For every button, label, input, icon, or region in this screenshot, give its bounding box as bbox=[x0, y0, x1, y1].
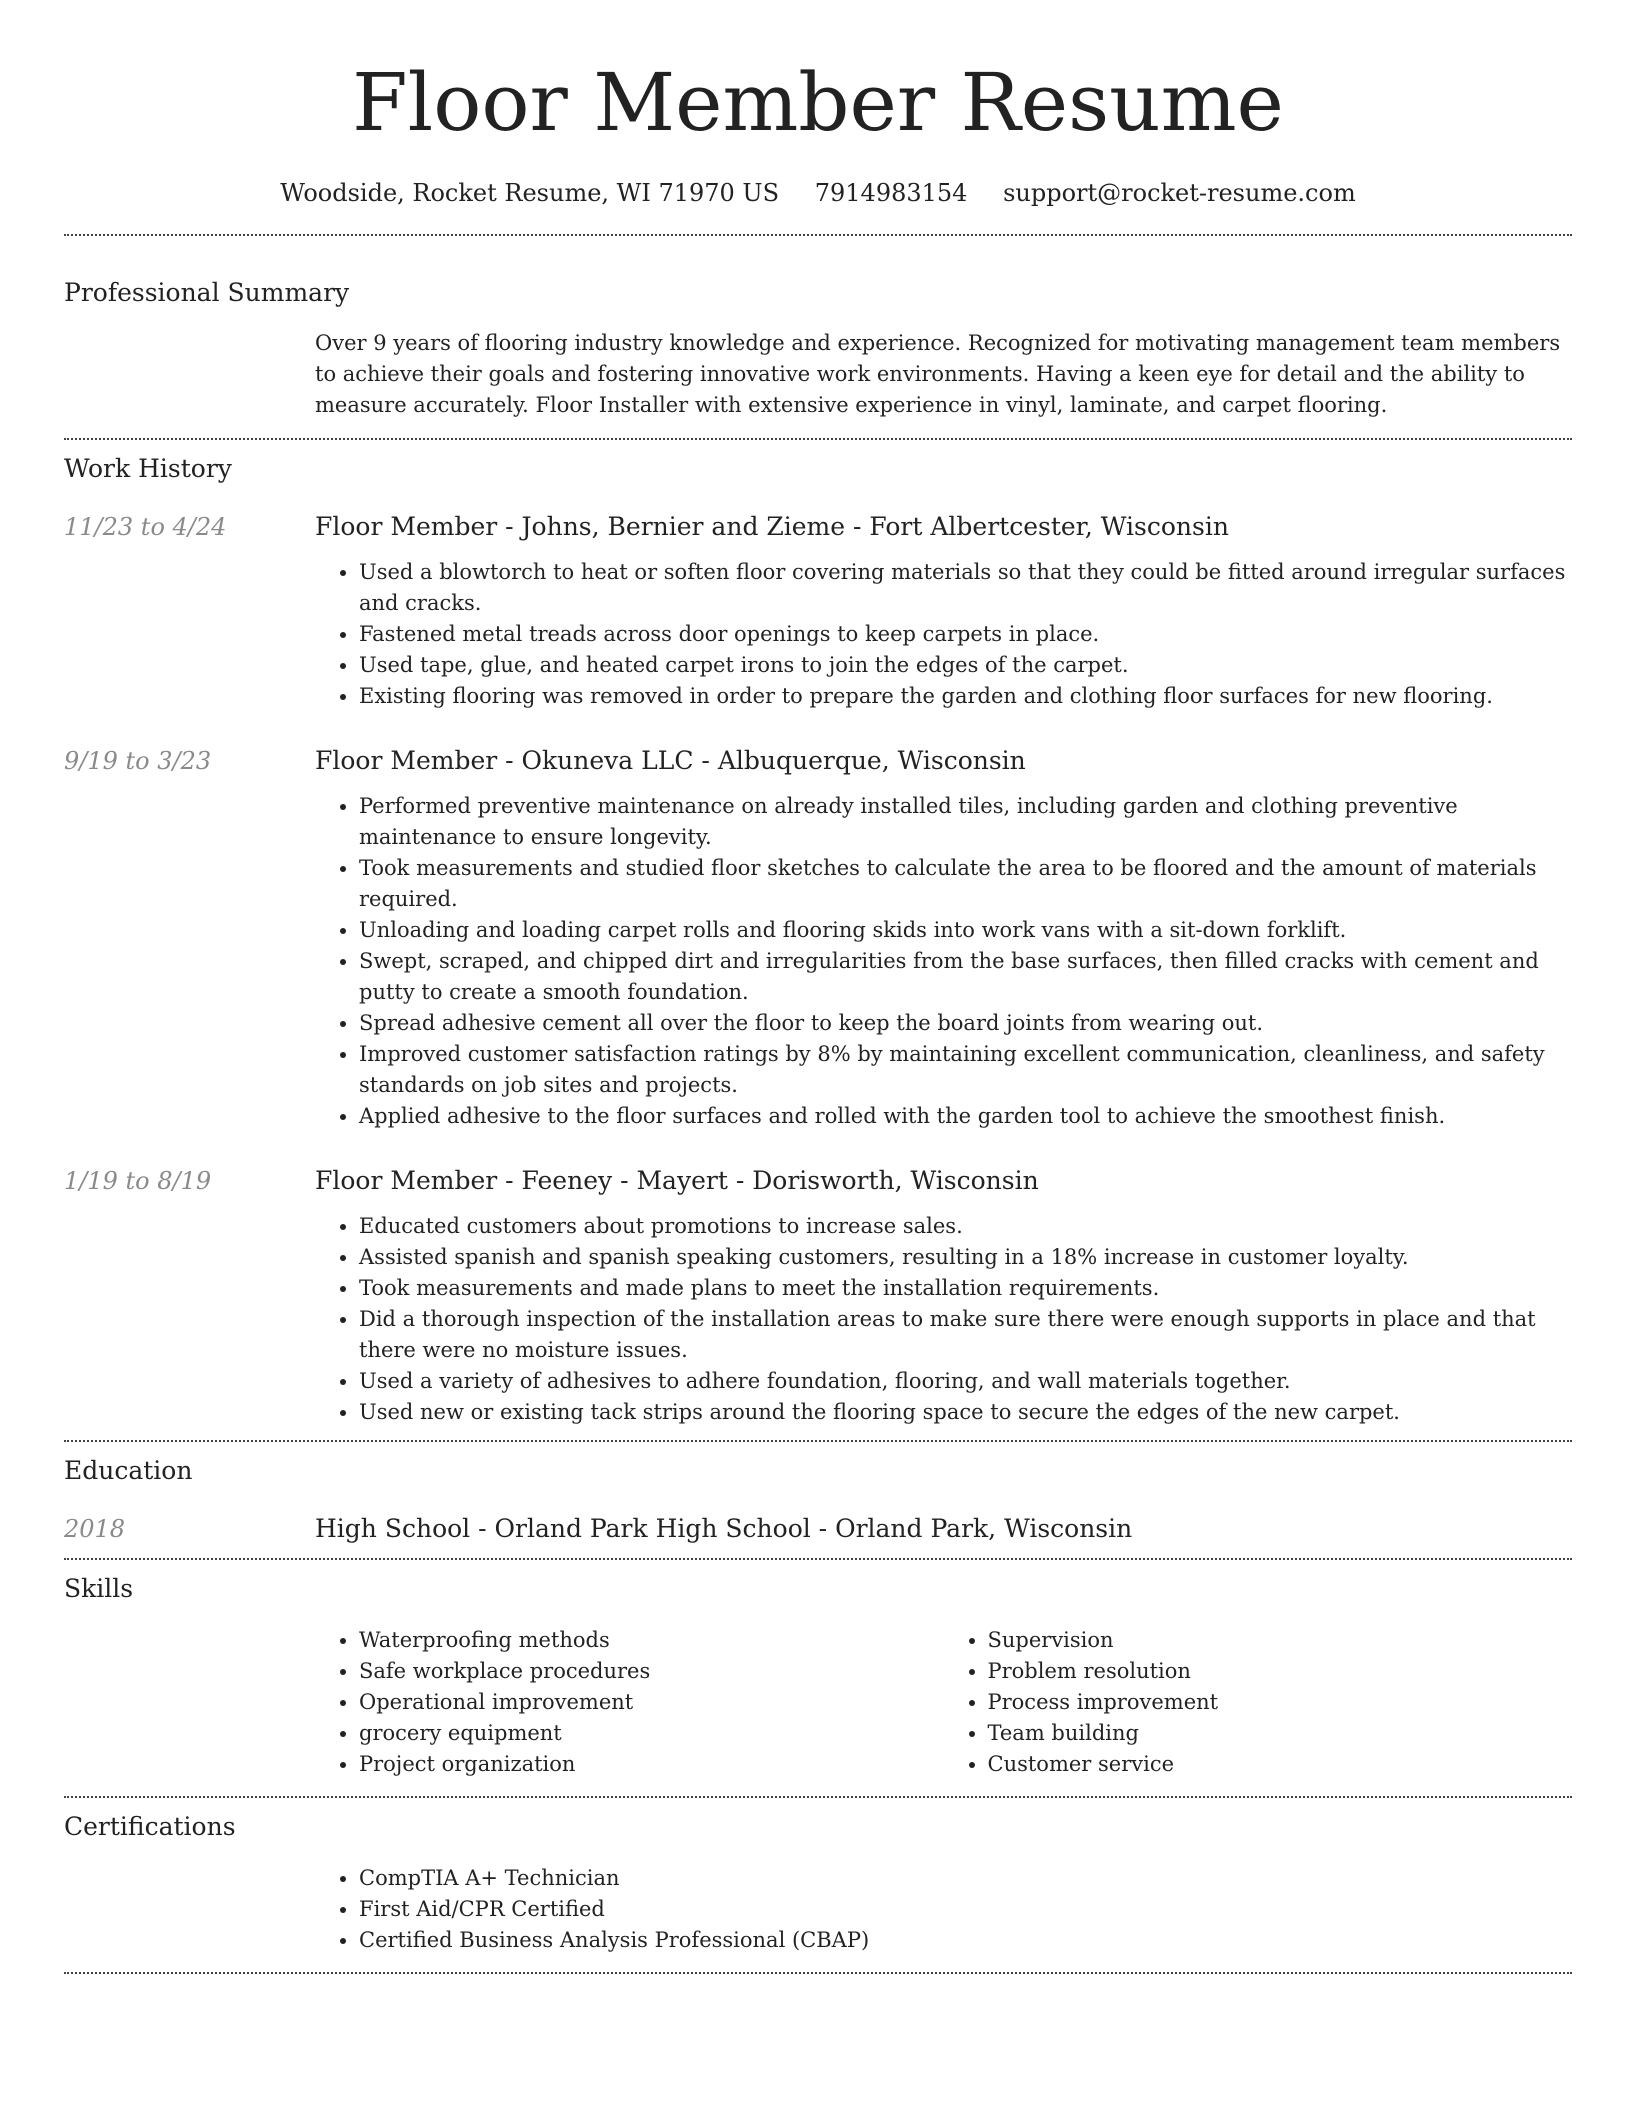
skills-list bbox=[315, 1625, 1572, 1780]
job-entry bbox=[64, 510, 1572, 712]
section-divider bbox=[64, 1440, 1572, 1442]
certifications-heading: Certifications bbox=[64, 1812, 236, 1841]
section-divider bbox=[64, 1796, 1572, 1798]
education-entry bbox=[64, 1512, 1572, 1546]
list-item: • Took measurements and made plans to meet the installation requirements. bbox=[359, 1273, 1572, 1304]
list-item: • Applied adhesive to the floor surfaces and rolled with the garden tool to achieve the smoothest finish. bbox=[359, 1101, 1572, 1132]
job-entry bbox=[64, 1164, 1572, 1428]
contact-phone: 7914983154 bbox=[814, 179, 968, 207]
list-item: • Unloading and loading carpet rolls and flooring skids into work vans with a sit-down forklift. bbox=[359, 915, 1572, 946]
list-item: • Project organization bbox=[359, 1749, 944, 1780]
job-bullets bbox=[315, 791, 1572, 1132]
education-date: 2018 bbox=[64, 1515, 126, 1543]
work-history-heading: Work History bbox=[64, 454, 232, 483]
list-item: • grocery equipment bbox=[359, 1718, 944, 1749]
contact-line bbox=[64, 176, 1572, 210]
list-item: • Customer service bbox=[988, 1749, 1573, 1780]
summary-text: Over 9 years of flooring industry knowledge and experience. Recognized for motivating management team members to achieve their goals and fostering innovative work environments. Having a keen eye for detail and the ability to measure accurately. Floor Installer with extensive experience in vinyl, laminate, and carpet flooring. bbox=[315, 331, 1561, 417]
summary-heading: Professional Summary bbox=[64, 278, 350, 307]
certifications-list bbox=[315, 1863, 1572, 1956]
skills-heading: Skills bbox=[64, 1574, 134, 1603]
contact-address: Woodside, Rocket Resume, WI 71970 US bbox=[280, 179, 780, 207]
list-item: • Used new or existing tack strips around the flooring space to secure the edges of the new carpet. bbox=[359, 1397, 1572, 1428]
list-item: • Used a blowtorch to heat or soften floor covering materials so that they could be fitted around irregular surfaces and cracks. bbox=[359, 557, 1572, 619]
list-item: • Took measurements and studied floor sketches to calculate the area to be floored and the amount of materials required. bbox=[359, 853, 1572, 915]
list-item: • Performed preventive maintenance on already installed tiles, including garden and clothing preventive maintenance to ensure longevity. bbox=[359, 791, 1572, 853]
job-bullets bbox=[315, 1211, 1572, 1428]
resume-page bbox=[64, 0, 1572, 1974]
job-title: Floor Member - Feeney - Mayert - Dorisworth, Wisconsin bbox=[315, 1166, 1039, 1195]
list-item: • Did a thorough inspection of the installation areas to make sure there were enough supports in place and that there were no moisture issues. bbox=[359, 1304, 1572, 1366]
section-divider bbox=[64, 234, 1572, 236]
list-item: • Improved customer satisfaction ratings by 8% by maintaining excellent communication, cleanliness, and safety standards on job sites and projects. bbox=[359, 1039, 1572, 1101]
list-item: • Used tape, glue, and heated carpet irons to join the edges of the carpet. bbox=[359, 650, 1572, 681]
list-item: • Process improvement bbox=[988, 1687, 1573, 1718]
list-item: • Supervision bbox=[988, 1625, 1573, 1656]
job-date: 9/19 to 3/23 bbox=[64, 747, 212, 775]
job-title: Floor Member - Johns, Bernier and Zieme - Fort Albertcester, Wisconsin bbox=[315, 512, 1229, 541]
list-item: • Assisted spanish and spanish speaking customers, resulting in a 18% increase in customer loyalty. bbox=[359, 1242, 1572, 1273]
list-item: • Team building bbox=[988, 1718, 1573, 1749]
section-divider bbox=[64, 1972, 1572, 1974]
list-item: • Existing flooring was removed in order to prepare the garden and clothing floor surfaces for new flooring. bbox=[359, 681, 1572, 712]
resume-title: Floor Member Resume bbox=[352, 56, 1284, 149]
list-item: • CompTIA A+ Technician bbox=[359, 1863, 1572, 1894]
list-item: • Waterproofing methods bbox=[359, 1625, 944, 1656]
contact-email: support@rocket-resume.com bbox=[1003, 179, 1356, 207]
section-divider bbox=[64, 438, 1572, 440]
list-item: • Fastened metal treads across door openings to keep carpets in place. bbox=[359, 619, 1572, 650]
list-item: • Operational improvement bbox=[359, 1687, 944, 1718]
list-item: • Safe workplace procedures bbox=[359, 1656, 944, 1687]
job-entry bbox=[64, 744, 1572, 1132]
education-title: High School - Orland Park High School - Orland Park, Wisconsin bbox=[315, 1514, 1133, 1543]
job-title: Floor Member - Okuneva LLC - Albuquerque, Wisconsin bbox=[315, 746, 1026, 775]
list-item: • First Aid/CPR Certified bbox=[359, 1894, 1572, 1925]
list-item: • Certified Business Analysis Professional (CBAP) bbox=[359, 1925, 1572, 1956]
list-item: • Educated customers about promotions to increase sales. bbox=[359, 1211, 1572, 1242]
list-item: • Spread adhesive cement all over the floor to keep the board joints from wearing out. bbox=[359, 1008, 1572, 1039]
skills-column-left bbox=[315, 1625, 944, 1780]
list-item: • Used a variety of adhesives to adhere foundation, flooring, and wall materials together. bbox=[359, 1366, 1572, 1397]
skills-column-right bbox=[944, 1625, 1573, 1780]
job-date: 11/23 to 4/24 bbox=[64, 513, 227, 541]
section-divider bbox=[64, 1558, 1572, 1560]
job-bullets bbox=[315, 557, 1572, 712]
list-item: • Problem resolution bbox=[988, 1656, 1573, 1687]
education-heading: Education bbox=[64, 1456, 193, 1485]
list-item: • Swept, scraped, and chipped dirt and irregularities from the base surfaces, then filled cracks with cement and putty to create a smooth foundation. bbox=[359, 946, 1572, 1008]
job-date: 1/19 to 8/19 bbox=[64, 1167, 212, 1195]
